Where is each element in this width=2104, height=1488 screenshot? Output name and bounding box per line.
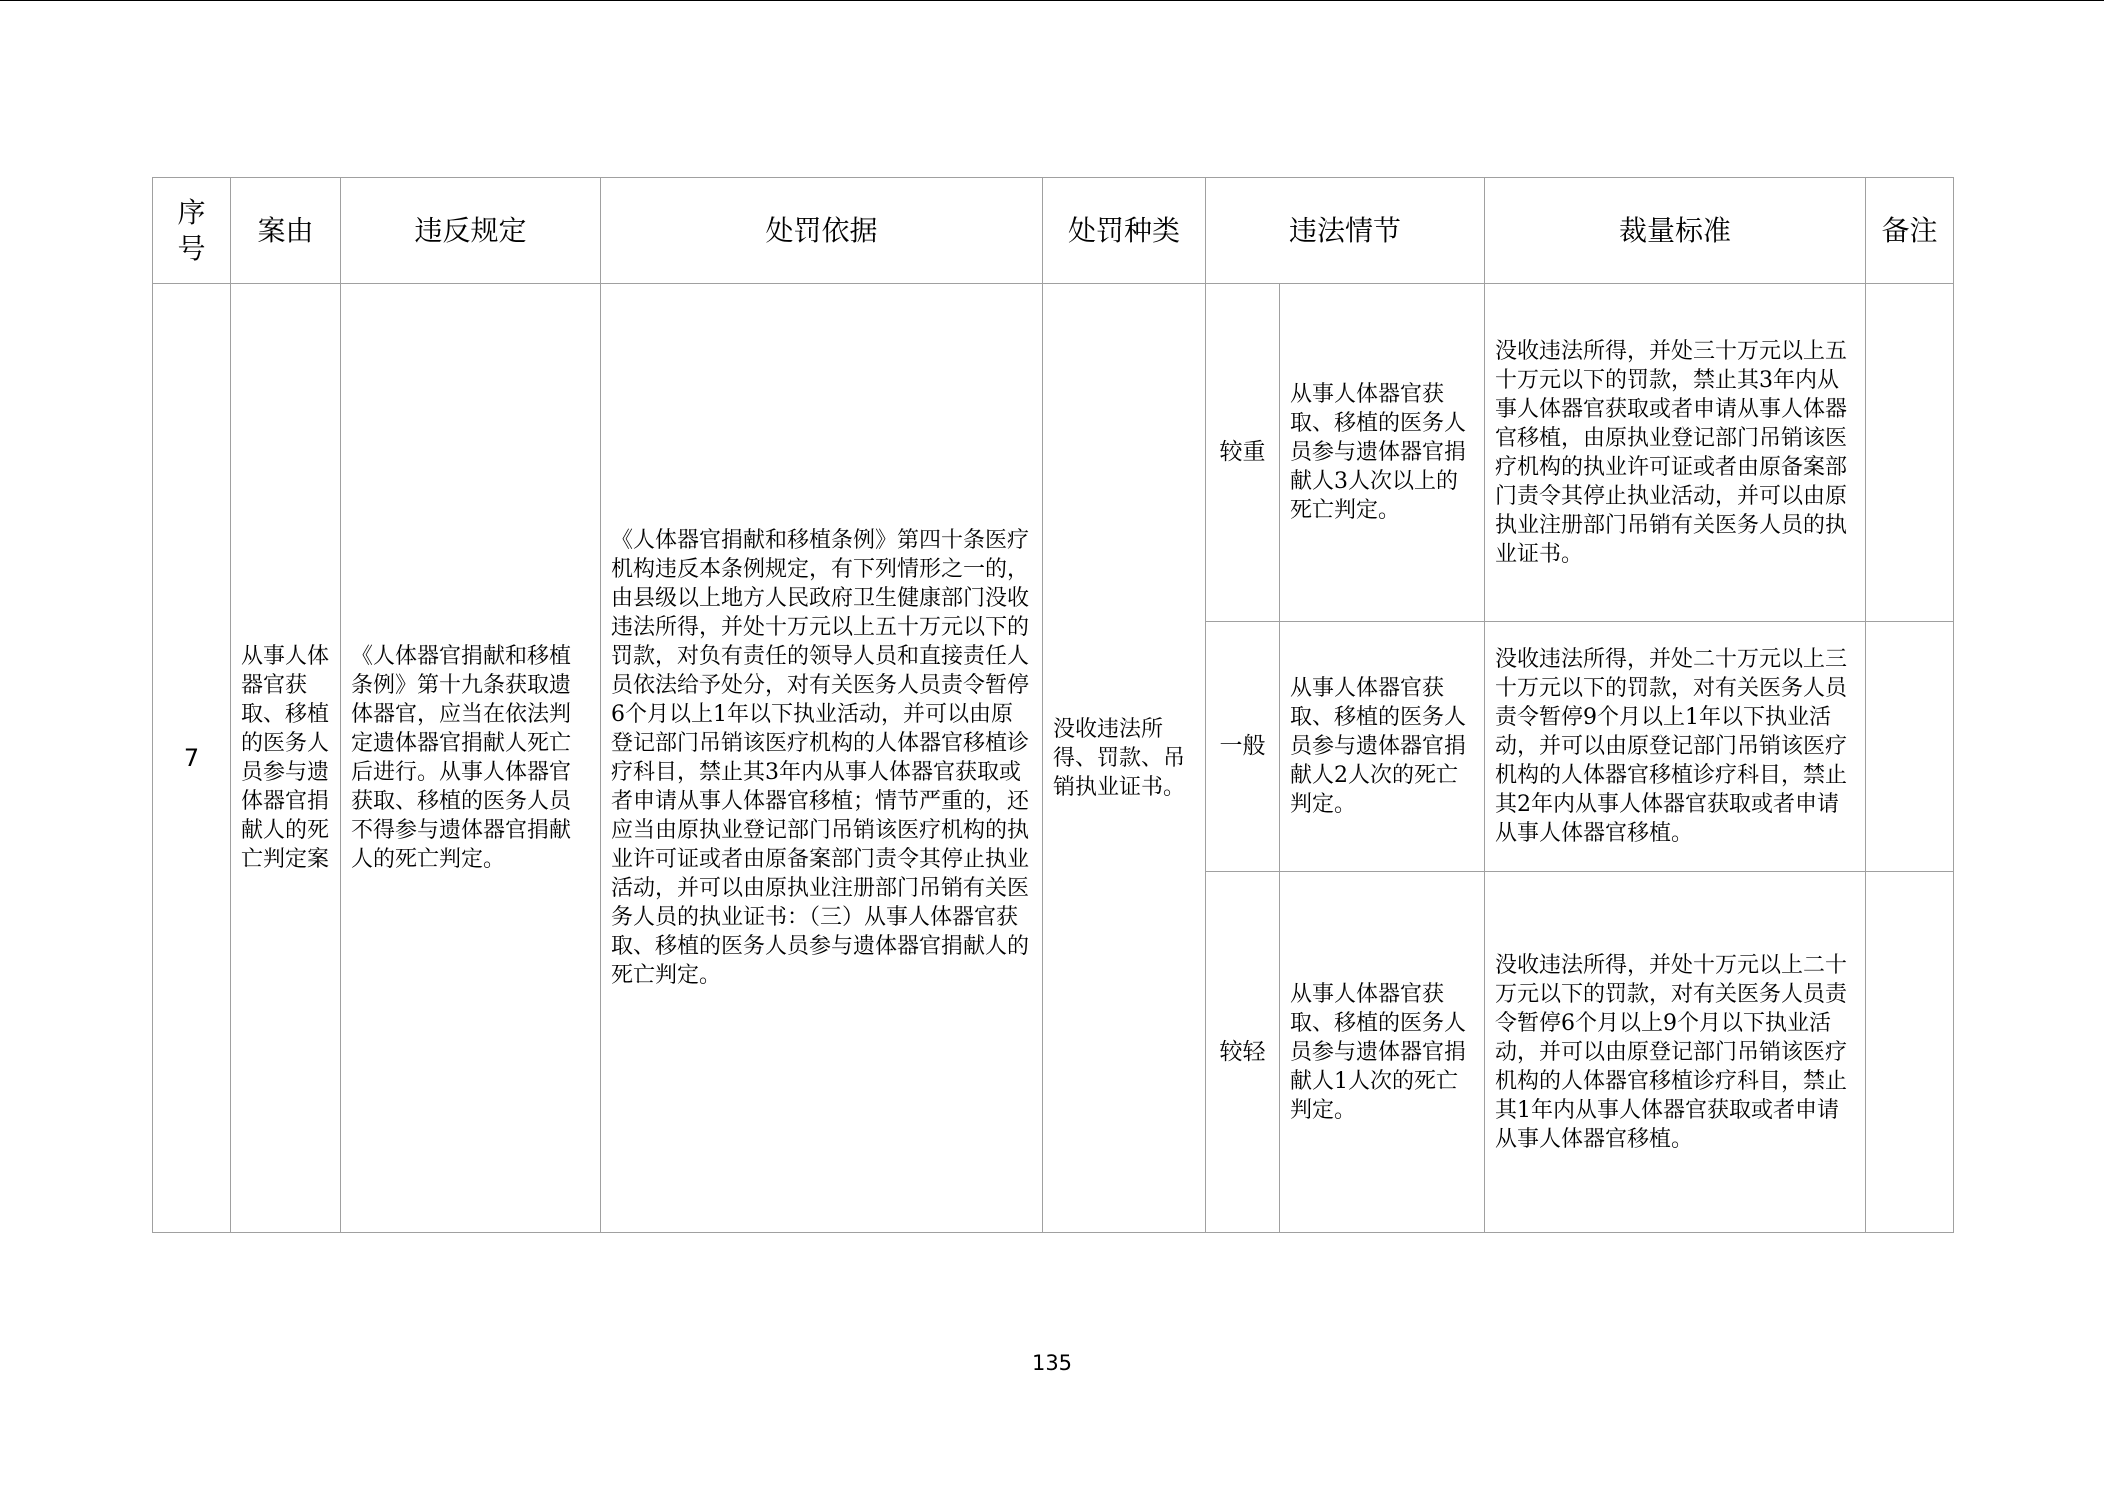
header-violation: 违反规定 (341, 178, 601, 284)
cell-seq (153, 284, 231, 1233)
header-standard: 裁量标准 (1485, 178, 1866, 284)
header-case: 案由 (231, 178, 341, 284)
penalty-discretion-table (152, 177, 1954, 1233)
circumstance-text: 从事人体器官获取、移植的医务人员参与遗体器官捐献人1人次的死亡判定。 (1290, 981, 1467, 1123)
cell-violation (341, 284, 601, 1233)
seq-number: 7 (183, 744, 200, 772)
cell-level-2 (1206, 622, 1280, 872)
standard-text: 没收违法所得，并处三十万元以上五十万元以下的罚款，禁止其3年内从事人体器官获取或者申请从事人体器官移植，由原执业登记部门吊销该医疗机构的执业许可证或者由原备案部门责令其停止执业活动，并可以由原执业注册部门吊销有关医务人员的执业证书。 (1495, 338, 1848, 567)
cell-circumstance-2 (1280, 622, 1485, 872)
cell-case (231, 284, 341, 1233)
standard-text: 没收违法所得，并处十万元以上二十万元以下的罚款，对有关医务人员责令暂停6个月以上9个月以下执业活动，并可以由原登记部门吊销该医疗机构的人体器官移植诊疗科目，禁止其1年内从事人体器官获取或者申请从事人体器官移植。 (1495, 952, 1848, 1152)
header-penalty-type: 处罚种类 (1043, 178, 1206, 284)
cell-penalty-type (1043, 284, 1206, 1233)
header-remarks: 备注 (1866, 178, 1954, 284)
cell-circumstance-1 (1280, 284, 1485, 622)
cell-standard-1 (1485, 284, 1866, 622)
table-header-row (153, 178, 1954, 284)
cell-standard-2 (1485, 622, 1866, 872)
level-label: 较重 (1219, 439, 1266, 465)
circumstance-text: 从事人体器官获取、移植的医务人员参与遗体器官捐献人3人次以上的死亡判定。 (1290, 382, 1467, 523)
cell-standard-3 (1485, 872, 1866, 1233)
cell-remarks-2 (1866, 622, 1954, 872)
case-text: 从事人体器官获取、移植的医务人员参与遗体器官捐献人的死亡判定案 (241, 644, 330, 872)
penalty-type-text: 没收违法所得、罚款、吊销执业证书。 (1053, 716, 1186, 800)
page-number: 135 (1031, 1351, 1073, 1375)
header-basis: 处罚依据 (601, 178, 1043, 284)
cell-level-1 (1206, 284, 1280, 622)
cell-circumstance-3 (1280, 872, 1485, 1233)
basis-text: 《人体器官捐献和移植条例》第四十条医疗机构违反本条例规定，有下列情形之一的，由县级以上地方人民政府卫生健康部门没收违法所得，并处十万元以上五十万元以下的罚款，对负有责任的领导人员和直接责任人员依法给予处分，对有关医务人员责令暂停6个月以上1年以下执业活动，并可以由原登记部门吊销该医疗机构的人体器官移植诊疗科目，禁止其3年内从事人体器官获取或者申请从事人体器官移植；情节严重的，还应当由原执业登记部门吊销该医疗机构的执业许可证或者由原备案部门责令其停止执业活动，并可以由原执业注册部门吊销有关医务人员的执业证书：（三）从事人体器官获取、移植的医务人员参与遗体器官捐献人的死亡判定。 (611, 528, 1030, 988)
level-label: 较轻 (1219, 1038, 1266, 1065)
cell-remarks-3 (1866, 872, 1954, 1233)
header-circumstance: 违法情节 (1206, 178, 1485, 284)
header-seq: 序 号 (153, 178, 231, 284)
page-top-border (0, 0, 2104, 1)
cell-remarks-1 (1866, 284, 1954, 622)
violation-text: 《人体器官捐献和移植条例》第十九条获取遗体器官，应当在依法判定遗体器官捐献人死亡后进行。从事人体器官获取、移植的医务人员不得参与遗体器官捐献人的死亡判定。 (351, 644, 572, 872)
cell-basis (601, 284, 1043, 1233)
standard-text: 没收违法所得，并处二十万元以上三十万元以下的罚款，对有关医务人员责令暂停9个月以上1年以下执业活动，并可以由原登记部门吊销该医疗机构的人体器官移植诊疗科目，禁止其2年内从事人体器官获取或者申请从事人体器官移植。 (1495, 647, 1848, 846)
table-row (153, 284, 1954, 622)
circumstance-text: 从事人体器官获取、移植的医务人员参与遗体器官捐献人2人次的死亡判定。 (1290, 676, 1467, 817)
cell-level-3 (1206, 872, 1280, 1233)
level-label: 一般 (1219, 733, 1266, 759)
